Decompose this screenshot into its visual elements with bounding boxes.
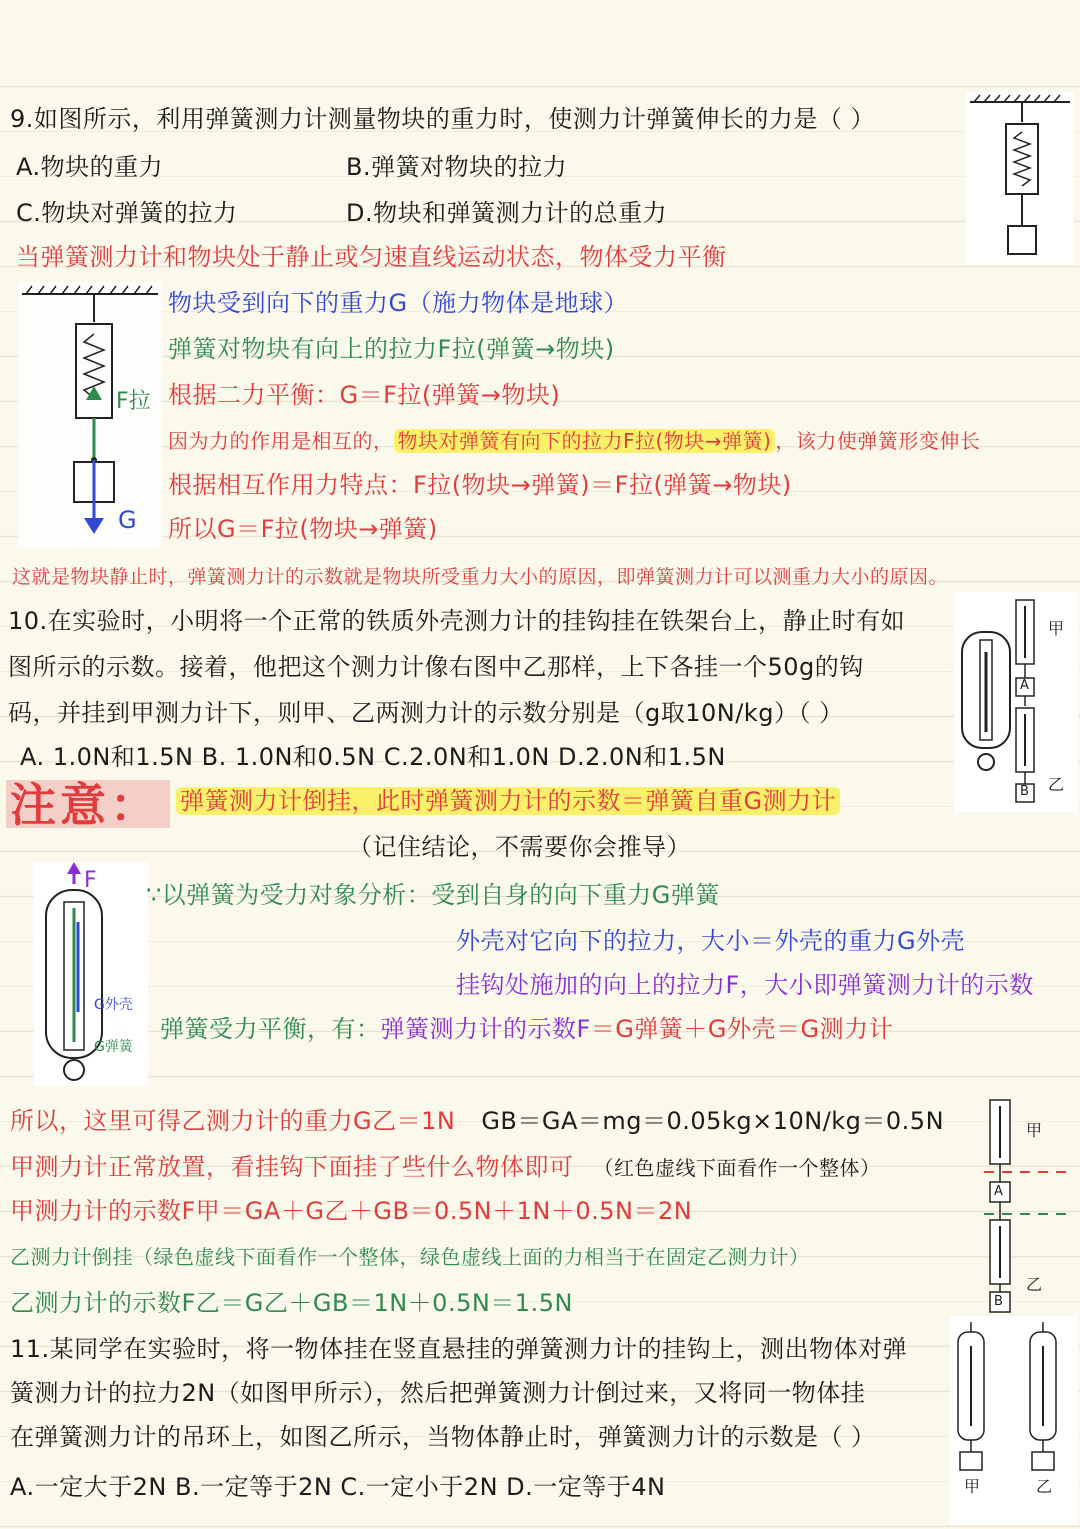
analysis9-conclusion: 这就是物块静止时，弹簧测力计的示数就是物块所受重力大小的原因，即弹簧测力计可以测重力大小的原因。 [12,566,949,588]
q9-option-b: B.弹簧对物块的拉力 [346,153,568,181]
analysis9-line2: 物块受到向下的重力G（施力物体是地球） [168,289,629,317]
q10-label-a: A [1020,678,1029,693]
analysis9-line4: 根据二力平衡：G＝F拉(弹簧→物块) [168,381,561,409]
solution10-line5: 乙测力计的示数F乙＝G乙＋GB＝1N＋0.5N＝1.5N [10,1289,573,1317]
q11-line3: 在弹簧测力计的吊环上，如图乙所示，当物体静止时，弹簧测力计的示数是（ ） [10,1423,876,1451]
q11-line2: 簧测力计的拉力2N（如图甲所示），然后把弹簧测力计倒过来，又将同一物体挂 [10,1379,866,1407]
q11-label-jia: 甲 [964,1477,981,1496]
analysis9-line1-text: 当弹簧测力计和物块处于静止或匀速直线运动状态，物体受力平衡 [16,243,727,271]
q9-option-c: C.物块对弹簧的拉力 [16,199,238,227]
solution10-line2 [10,1152,881,1183]
q9-option-a: A.物块的重力 [16,153,164,181]
analysis9-line5-c: ，该力使弹簧形变伸长 [775,429,981,453]
solution10-line2-b: （红色虚线下面看作一个整体） [593,1156,881,1180]
note-remark: （记住结论，不需要你会推导） [348,833,691,861]
note-title: 注意： [10,778,160,832]
note-line3: 挂钩处施加的向上的拉力F，大小即弹簧测力计的示数 [456,971,1034,999]
q10-label-yi: 乙 [1048,775,1065,794]
q10-line3: 码，并挂到甲测力计下，则甲、乙两测力计的示数分别是（g取10N/kg）（ ） [8,699,844,727]
note-line2: 外壳对它向下的拉力，大小＝外壳的重力G外壳 [456,927,966,955]
q11-label-yi: 乙 [1036,1477,1053,1496]
q10-figure [954,592,1078,812]
analysis9-line1 [16,242,727,272]
q10-line2: 图所示的示数。接着，他把这个测力计像右图中乙那样，上下各挂一个50g的钩 [8,653,864,681]
note-label-g-shell: G外壳 [94,997,133,1013]
analysis9-line5-a: 因为力的作用是相互的， [168,429,394,453]
analysis9-line5-highlight: 物块对弹簧有向下的拉力F拉(物块→弹簧) [394,429,776,453]
solution10-figure [982,1096,1076,1316]
q11-options: A.一定大于2N B.一定等于2N C.一定小于2N D.一定等于4N [10,1473,666,1501]
note-line4-b: 弹簧测力计的示数F [380,1015,591,1043]
note-line4 [160,1014,893,1044]
solution10-line2-a: 甲测力计正常放置，看挂钩下面挂了些什么物体即可 [10,1153,574,1181]
note-highlight [176,786,840,816]
note-highlight-text: 弹簧测力计倒挂，此时弹簧测力计的示数＝弹簧自重G测力计 [176,787,840,815]
analysis9-line5 [168,426,980,456]
solution10-line4: 乙测力计倒挂（绿色虚线下面看作一个整体，绿色虚线上面的力相当于在固定乙测力计） [10,1245,810,1269]
solution10-label-b: B [994,1294,1003,1309]
note-scale-figure [34,862,148,1086]
solution10-label-a: A [994,1184,1003,1199]
solution10-line1-b: GB＝GA＝mg＝0.05kg×10N/kg＝0.5N [481,1107,945,1135]
q9-force-diagram [18,282,162,548]
note-line4-c: ＝G弹簧＋G外壳＝G测力计 [590,1015,894,1043]
analysis9-line6: 根据相互作用力特点：F拉(物块→弹簧)＝F拉(弹簧→物块) [168,471,792,499]
q9-option-d: D.物块和弹簧测力计的总重力 [346,199,668,227]
solution10-label-jia: 甲 [1026,1121,1043,1140]
solution10-line3: 甲测力计的示数F甲＝GA＋G乙＋GB＝0.5N＋1N＋0.5N＝2N [10,1197,693,1225]
analysis9-line7: 所以G＝F拉(物块→弹簧) [168,515,438,543]
q9-spring-scale-figure [966,92,1074,264]
label-g: G [118,506,137,534]
q10-line1: 10.在实验时，小明将一个正常的铁质外壳测力计的挂钩挂在铁架台上，静止时有如 [8,607,906,635]
q11-line1: 11.某同学在实验时，将一物体挂在竖直悬挂的弹簧测力计的挂钩上，测出物体对弹 [10,1335,908,1363]
note-line4-a: 弹簧受力平衡，有： [160,1015,381,1043]
note-line1: ∵以弹簧为受力对象分析：受到自身的向下重力G弹簧 [146,881,720,909]
analysis9-line3: 弹簧对物块有向上的拉力F拉(弹簧→物块) [168,335,615,363]
q10-options: A. 1.0N和1.5N B. 1.0N和0.5N C.2.0N和1.0N D.2.0N和1.5N [20,743,726,771]
note-label-f: F [84,868,97,893]
label-f-pull: F拉 [116,389,151,414]
solution10-label-yi: 乙 [1026,1275,1043,1294]
note-label-g-spring: G弹簧 [94,1039,133,1055]
solution10-line1-a: 所以，这里可得乙测力计的重力G乙＝1N [10,1107,456,1135]
solution10-line1 [10,1106,944,1136]
q10-label-b: B [1020,784,1029,799]
q10-label-jia: 甲 [1048,619,1065,638]
q9-stem: 9.如图所示，利用弹簧测力计测量物块的重力时，使测力计弹簧伸长的力是（ ） [10,105,876,133]
q11-figure [950,1316,1078,1524]
